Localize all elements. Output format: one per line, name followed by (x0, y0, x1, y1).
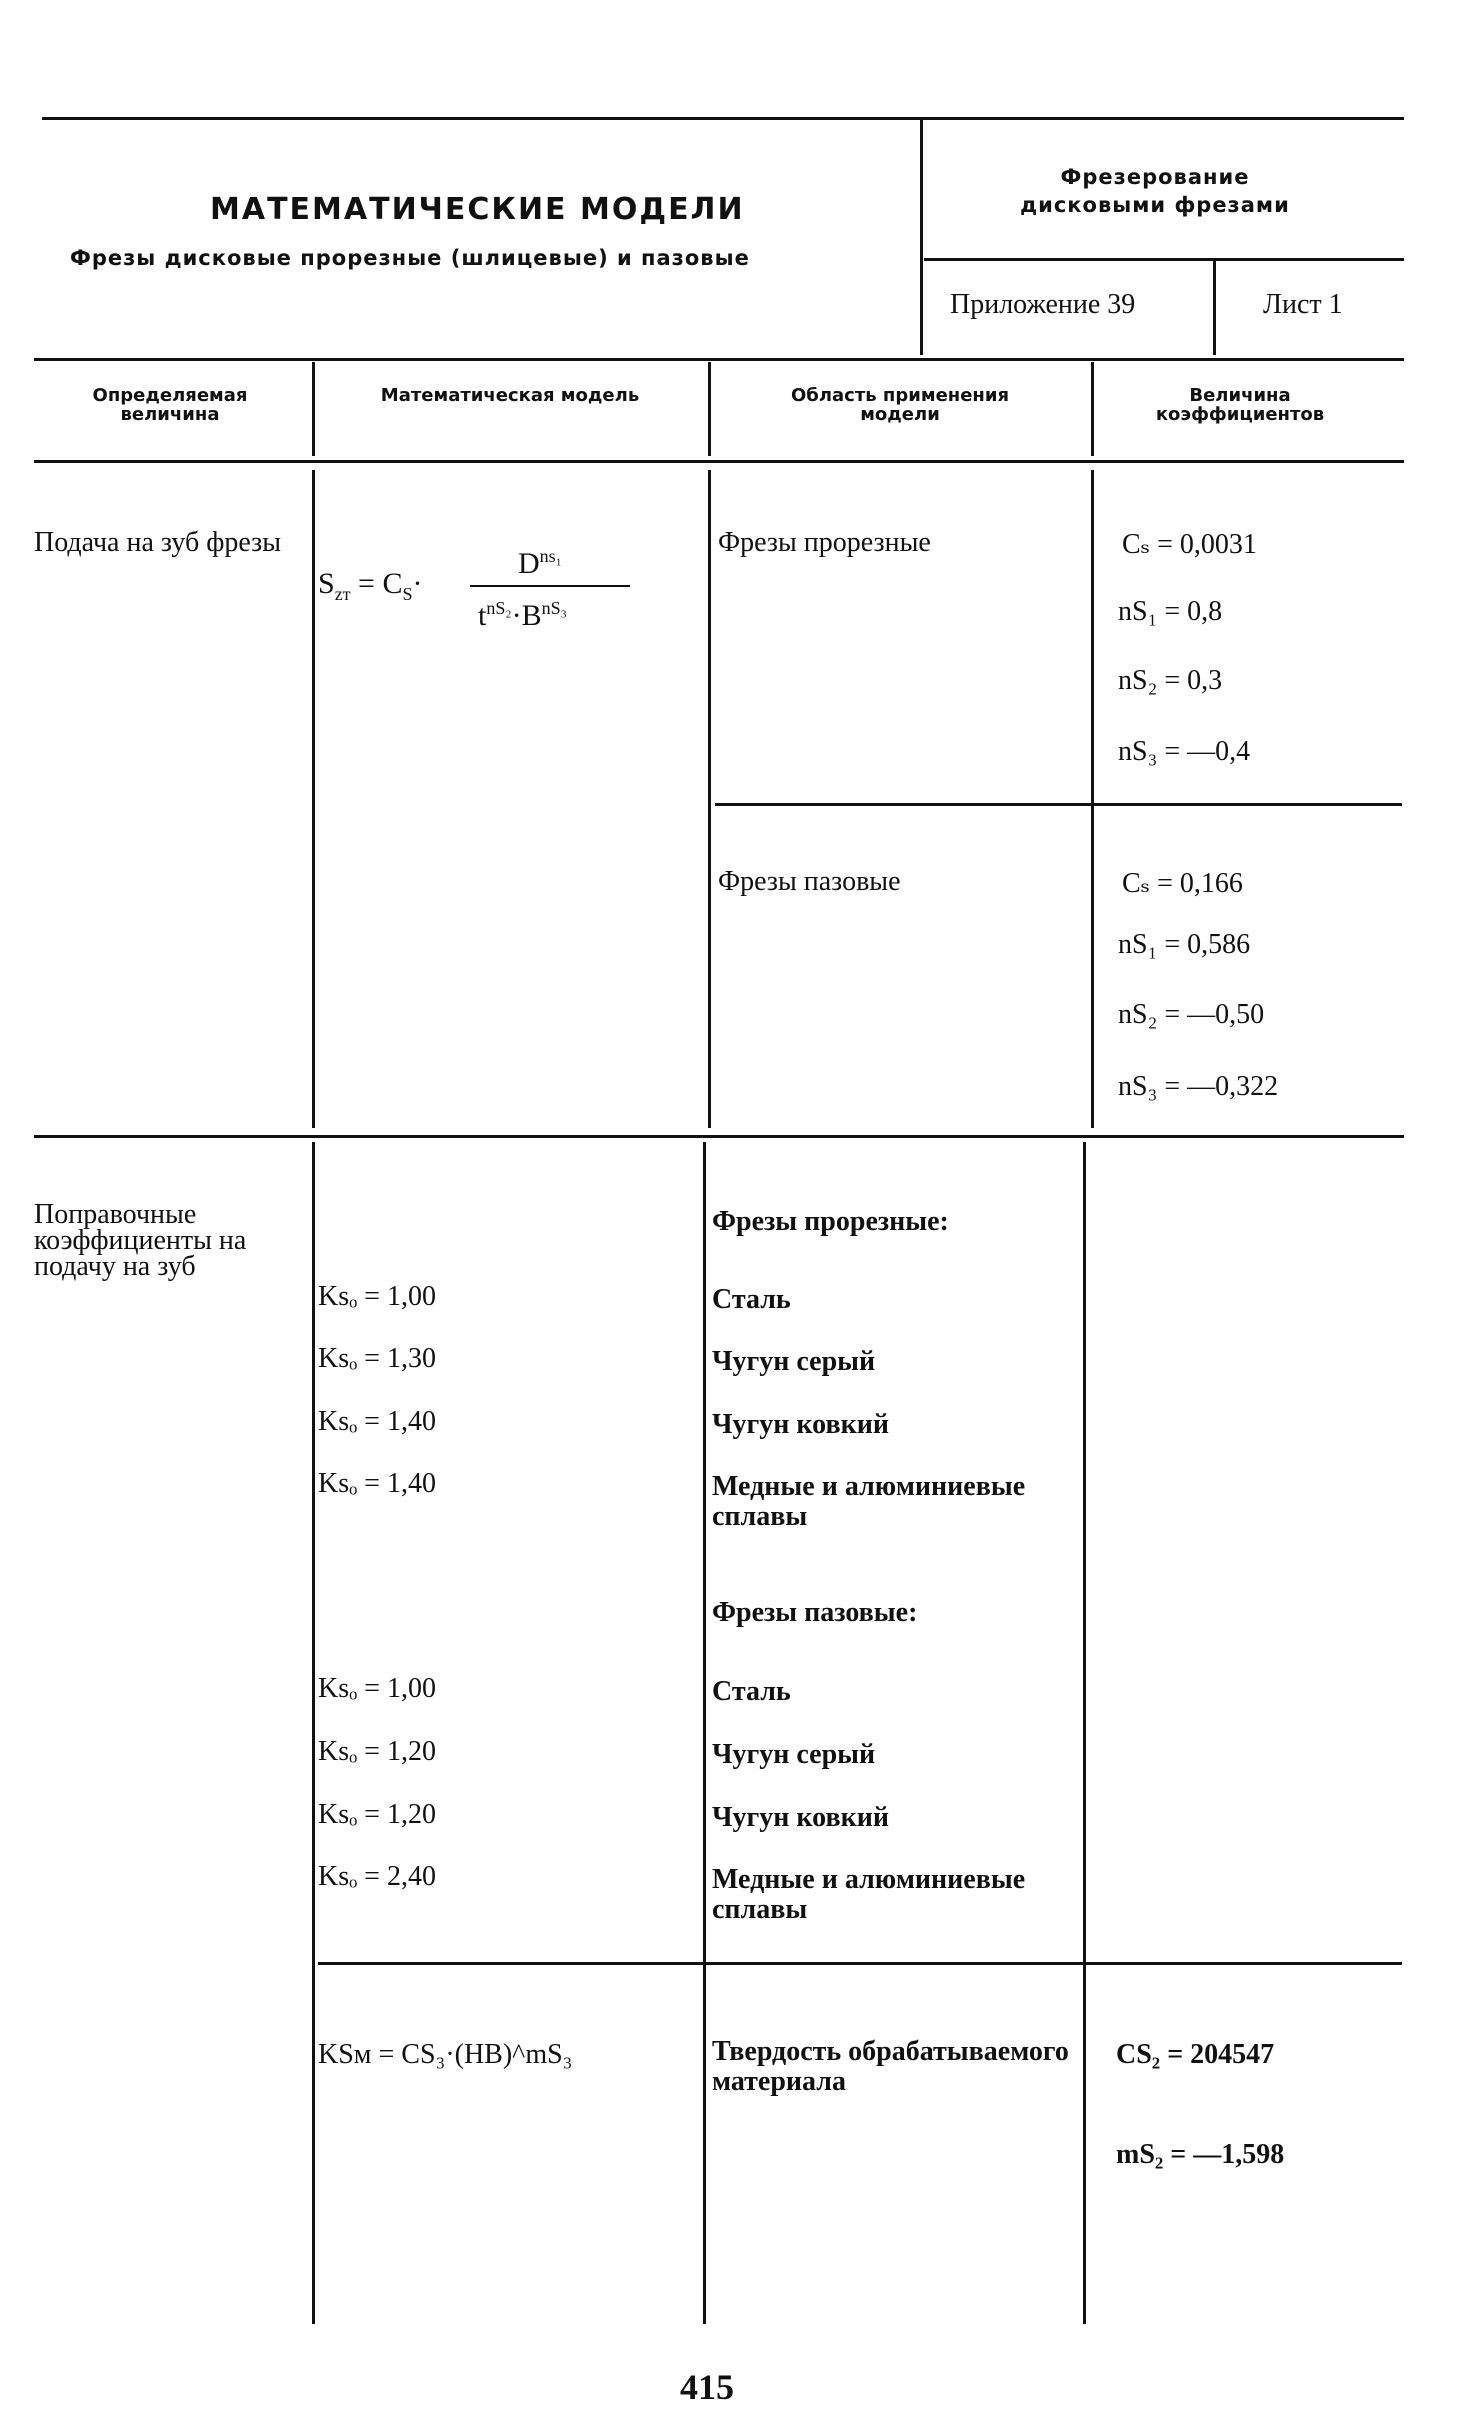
coeff-1-4: nS₃ = —0,4 (1118, 736, 1251, 767)
header-right-divider (924, 258, 1404, 261)
feed-formula (318, 568, 423, 610)
hardness-area: Твердость обрабатываемого материала (712, 2036, 1069, 2097)
quantity-feed-per-tooth: Подача на зуб фрезы (34, 527, 282, 558)
header-divider-vertical (920, 120, 923, 355)
s1-col-divider-3 (1091, 470, 1094, 1128)
column-header-area: Область применения модели (790, 385, 1010, 425)
k-formula-5: Ksₒ = 1,00 (318, 1673, 436, 1704)
numerator-exp: ns₁ (539, 546, 562, 566)
column-header-quantity: Определяемая величина (92, 385, 248, 425)
sheet-label: Лист 1 (1263, 289, 1343, 320)
coeff-1-2: nS₁ = 0,8 (1118, 596, 1223, 627)
page-number: 415 (680, 2367, 734, 2407)
coeff-1-1: Cₛ = 0,0031 (1122, 529, 1257, 560)
formula-dot: · (412, 567, 423, 600)
s2-col-divider-1 (312, 1142, 315, 2324)
material-8: Медные и алюминиевые сплавы (712, 1864, 1026, 1925)
hardness-m-value: mS₂ = —1,598 (1116, 2139, 1285, 2170)
material-5: Сталь (712, 1676, 791, 1707)
area-slotting-cutters: Фрезы прорезные (718, 527, 931, 558)
s2-col-divider-3 (1083, 1142, 1086, 2324)
coeff-2-4: nS₃ = —0,322 (1118, 1071, 1279, 1102)
coeff-2-1: Cₛ = 0,166 (1122, 868, 1243, 899)
s2-row-divider (318, 1962, 1402, 1965)
s2-col-divider-2 (703, 1142, 706, 2324)
group-groove-title: Фрезы пазовые: (712, 1597, 918, 1628)
material-6: Чугун серый (712, 1739, 876, 1770)
section-1-bottom-rule (34, 1135, 1404, 1138)
col-divider-1 (312, 362, 315, 456)
k-formula-2: Ksₒ = 1,30 (318, 1343, 436, 1374)
column-header-coefficients: Величина коэффициентов (1155, 385, 1325, 425)
material-7: Чугун ковкий (712, 1802, 889, 1833)
formula-lhs: S (318, 567, 335, 600)
k-formula-1: Ksₒ = 1,00 (318, 1281, 436, 1312)
s1-col-divider-1 (312, 470, 315, 1128)
top-rule (42, 117, 1404, 120)
formula-eq: = C (350, 567, 403, 600)
k-formula-8: Ksₒ = 2,40 (318, 1861, 436, 1892)
material-1: Сталь (712, 1284, 791, 1315)
denominator-b-exp: nS₃ (541, 598, 567, 618)
coeff-1-3: nS₂ = 0,3 (1118, 665, 1223, 696)
denominator-b: ·B (511, 599, 542, 632)
k-formula-3: Ksₒ = 1,40 (318, 1406, 436, 1437)
fraction-bar (470, 585, 630, 587)
s1-row-divider (715, 803, 1402, 806)
coeff-2-2: nS₁ = 0,586 (1118, 929, 1251, 960)
coeff-2-3: nS₂ = —0,50 (1118, 999, 1265, 1030)
s1-col-divider-2 (708, 470, 711, 1128)
k-formula-7: Ksₒ = 1,20 (318, 1799, 436, 1830)
formula-denominator (478, 592, 567, 632)
k-formula-4: Ksₒ = 1,40 (318, 1468, 436, 1499)
area-groove-cutters: Фрезы пазовые (718, 866, 901, 897)
hardness-formula: KSм = CS₃·(HB)^mS₃ (318, 2039, 573, 2070)
denominator-t-exp: nS₂ (486, 598, 512, 618)
formula-c-sub: S (402, 584, 413, 604)
group-slotting-title: Фрезы прорезные: (712, 1206, 949, 1237)
k-formula-6: Ksₒ = 1,20 (318, 1736, 436, 1767)
denominator-t: t (478, 599, 487, 632)
material-4: Медные и алюминиевые сплавы (712, 1471, 1026, 1532)
page-subtitle: Фрезы дисковые прорезные (шлицевые) и пазовые (70, 246, 750, 270)
col-divider-3 (1091, 362, 1094, 456)
appendix-sheet-divider (1213, 260, 1216, 355)
numerator-base: D (518, 547, 540, 580)
appendix-label: Приложение 39 (950, 289, 1136, 320)
formula-numerator (518, 540, 562, 580)
hardness-c-value: CS₂ = 204547 (1116, 2039, 1275, 2070)
material-2: Чугун серый (712, 1346, 876, 1377)
quantity-correction-coefficients: Поправочные коэффициенты на подачу на зуб (34, 1199, 247, 1282)
column-header-model: Математическая модель (380, 385, 640, 406)
page-title: МАТЕМАТИЧЕСКИЕ МОДЕЛИ (210, 192, 745, 227)
formula-lhs-sub: zт (334, 584, 351, 604)
header-bottom-rule (34, 358, 1404, 361)
col-divider-2 (708, 362, 711, 456)
category-label: Фрезерование дисковыми фрезами (1020, 165, 1290, 217)
material-3: Чугун ковкий (712, 1409, 889, 1440)
column-header-bottom-rule (34, 460, 1404, 463)
